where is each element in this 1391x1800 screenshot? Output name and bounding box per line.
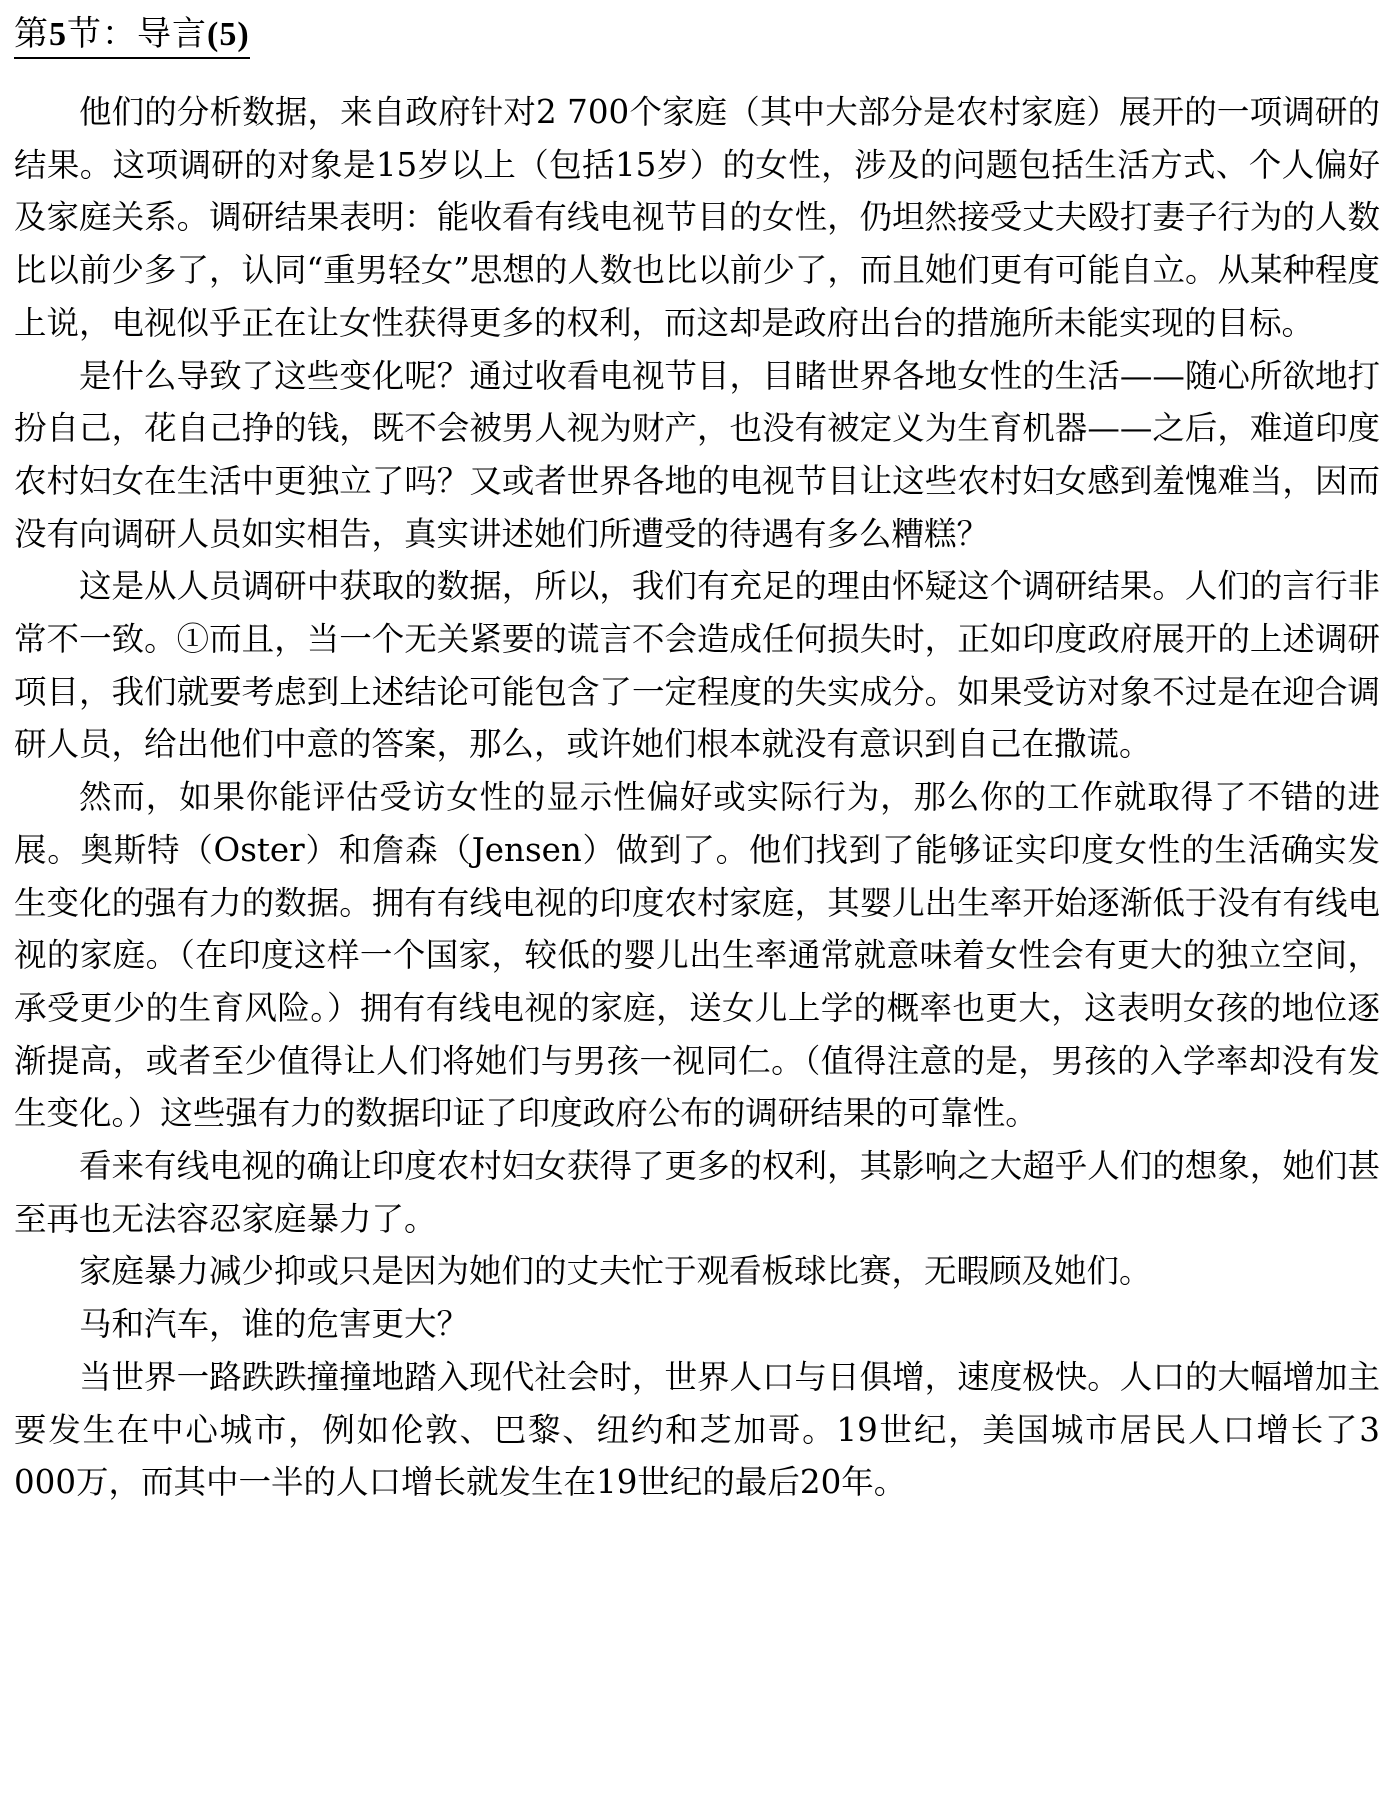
title-prefix: 第 [14, 14, 49, 54]
paragraph-horse-car-question: 马和汽车，谁的危害更大？ [79, 1305, 470, 1344]
section-heading [14, 14, 250, 59]
paragraph-population-growth: 当世界一路跌跌撞撞地踏入现代社会时，世界人口与日俱增，速度极快。人口的大幅增加主要发生在中心城市，例如伦敦、巴黎、纽约和芝加哥。19世纪，美国城市居民人口增长了3 000万，而其中一半的人口增长就发生在19世纪的最后20年。 [14, 1357, 1380, 1502]
paragraph-oster-jensen: 然而，如果你能评估受访女性的显示性偏好或实际行为，那么你的工作就取得了不错的进展。奥斯特（Oster）和詹森（Jensen）做到了。他们找到了能够证实印度女性的生活确实发生变化的强有力的数据。拥有有线电视的印度农村家庭，其婴儿出生率开始逐渐低于没有有线电视的家庭。（在印度这样一个国家，较低的婴儿出生率通常就意味着女性会有更大的独立空间，承受更少的生育风险。）拥有有线电视的家庭，送女儿上学的概率也更大，这表明女孩的地位逐渐提高，或者至少值得让人们将她们与男孩一视同仁。（值得注意的是，男孩的入学率却没有发生变化。）这些强有力的数据印证了印度政府公布的调研结果的可靠性。 [14, 778, 1380, 1133]
title-mid: 节： [67, 14, 137, 54]
title-word: 导言 [137, 14, 207, 54]
title-section-number: 5 [49, 16, 67, 53]
paragraph-cricket: 家庭暴力减少抑或只是因为她们的丈夫忙于观看板球比赛，无暇顾及她们。 [79, 1252, 1152, 1291]
title-part-number: (5) [207, 16, 250, 53]
body-text [14, 86, 1380, 1509]
section-title [14, 14, 250, 59]
paragraph-survey-results: 他们的分析数据，来自政府针对2 700个家庭（其中大部分是农村家庭）展开的一项调研的结果。这项调研的对象是15岁以上（包括15岁）的女性，涉及的问题包括生活方式、个人偏好及家庭关系。调研结果表明：能收看有线电视节目的女性，仍坦然接受丈夫殴打妻子行为的人数比以前少多了，认同“重男轻女”思想的人数也比以前少了，而且她们更有可能自立。从某种程度上说，电视似乎正在让女性获得更多的权利，而这却是政府出台的措施所未能实现的目标。 [14, 93, 1380, 342]
paragraph-cable-empowerment: 看来有线电视的确让印度农村妇女获得了更多的权利，其影响之大超乎人们的想象，她们甚至再也无法容忍家庭暴力了。 [14, 1147, 1380, 1238]
paragraph-data-doubt: 这是从人员调研中获取的数据，所以，我们有充足的理由怀疑这个调研结果。人们的言行非常不一致。①而且，当一个无关紧要的谎言不会造成任何损失时，正如印度政府展开的上述调研项目，我们就要考虑到上述结论可能包含了一定程度的失实成分。如果受访对象不过是在迎合调研人员，给出他们中意的答案，那么，或许她们根本就没有意识到自己在撒谎。 [14, 567, 1380, 764]
paragraph-causes-question: 是什么导致了这些变化呢？通过收看电视节目，目睹世界各地女性的生活——随心所欲地打扮自己，花自己挣的钱，既不会被男人视为财产，也没有被定义为生育机器——之后，难道印度农村妇女在生活中更独立了吗？又或者世界各地的电视节目让这些农村妇女感到羞愧难当，因而没有向调研人员如实相告，真实讲述她们所遭受的待遇有多么糟糕？ [14, 356, 1380, 553]
